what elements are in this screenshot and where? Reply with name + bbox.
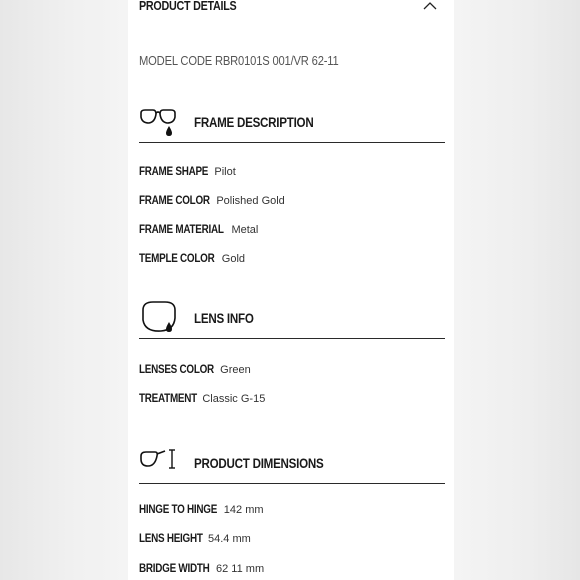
spec-row-bridge-width — [139, 563, 264, 579]
spec-row-frame-color — [139, 195, 285, 211]
spec-row-frame-material — [139, 224, 258, 240]
section-product-dimensions — [139, 447, 445, 484]
accordion-title: PRODUCT DETAILS — [139, 0, 237, 13]
spec-value: Metal — [231, 224, 259, 236]
dimensions-icon — [139, 447, 179, 479]
section-title: PRODUCT DIMENSIONS — [194, 456, 324, 471]
spec-value: Classic G-15 — [202, 393, 266, 405]
spec-value: Polished Gold — [216, 195, 285, 207]
spec-row-treatment — [139, 393, 265, 409]
spec-value: Pilot — [214, 166, 236, 178]
spec-value: 54.4 mm — [208, 533, 251, 545]
spec-value: 142 mm — [223, 504, 264, 516]
spec-label: FRAME COLOR — [139, 195, 210, 207]
spec-value: Green — [220, 364, 251, 376]
spec-value: 62 11 mm — [216, 563, 265, 575]
product-details-accordion-header[interactable] — [139, 0, 437, 14]
product-details-panel — [128, 0, 454, 580]
spec-label: FRAME SHAPE — [139, 166, 209, 178]
lens-icon — [139, 300, 179, 336]
spec-label: HINGE TO HINGE — [139, 504, 218, 516]
spec-row-frame-shape — [139, 166, 236, 182]
spec-label: LENSES COLOR — [139, 364, 214, 376]
section-lens-info — [139, 302, 445, 339]
frame-icon — [139, 106, 179, 138]
spec-row-temple-color — [139, 253, 245, 269]
spec-label: TREATMENT — [139, 393, 197, 405]
spec-label: LENS HEIGHT — [139, 533, 203, 545]
section-title: FRAME DESCRIPTION — [194, 115, 314, 130]
background-left — [0, 0, 128, 580]
background-right — [454, 0, 580, 580]
spec-row-lens-height — [139, 533, 251, 549]
spec-row-hinge-to-hinge — [139, 504, 264, 520]
spec-label: BRIDGE WIDTH — [139, 563, 210, 575]
spec-row-lenses-color — [139, 364, 251, 380]
spec-label: FRAME MATERIAL — [139, 224, 224, 236]
section-title: LENS INFO — [194, 311, 254, 326]
spec-label: TEMPLE COLOR — [139, 253, 215, 265]
chevron-up-icon[interactable] — [423, 1, 437, 11]
spec-value: Gold — [221, 253, 246, 265]
section-frame-description — [139, 106, 445, 143]
model-code: MODEL CODE RBR0101S 001/VR 62-11 — [139, 53, 339, 68]
